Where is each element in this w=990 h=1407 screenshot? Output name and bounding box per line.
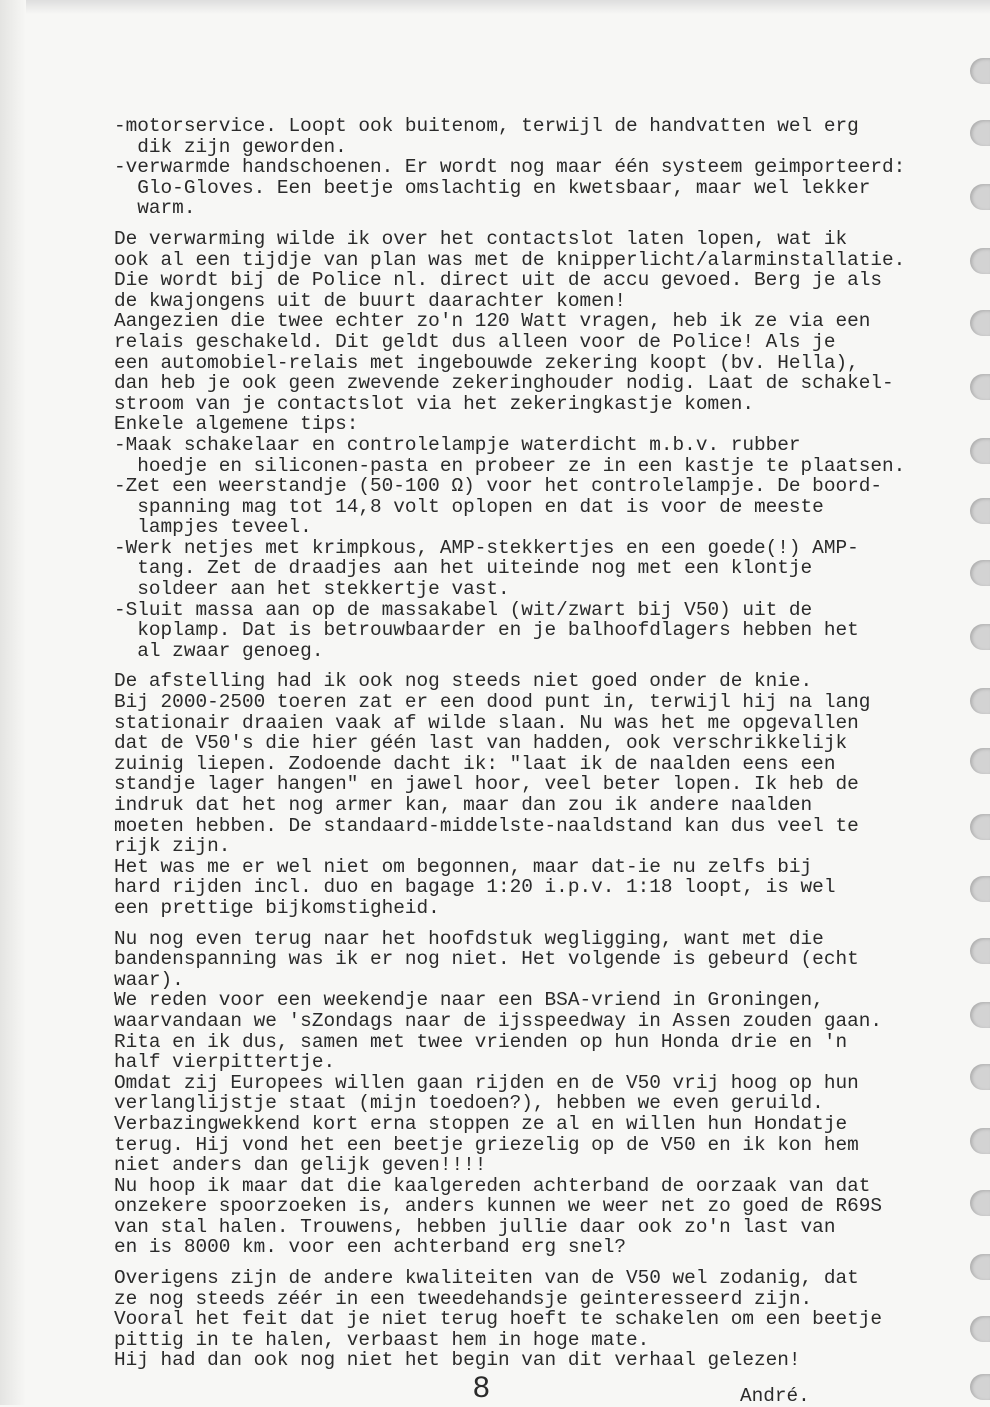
binder-hole bbox=[970, 120, 990, 146]
paragraph bbox=[114, 929, 974, 1259]
text-line: Nu nog even terug naar het hoofdstuk wegligging, want met die bbox=[114, 927, 824, 950]
text-line: spanning mag tot 14,8 volt oplopen en dat is voor de meeste bbox=[114, 495, 824, 518]
binder-hole bbox=[970, 688, 990, 714]
binder-hole bbox=[970, 498, 990, 524]
text-line: Enkele algemene tips: bbox=[114, 413, 359, 436]
text-line: We reden voor een weekendje naar een BSA-vriend in Groningen, bbox=[114, 989, 824, 1012]
text-line: -Werk netjes met krimpkous, AMP-stekkertjes en een goede(!) AMP- bbox=[114, 536, 859, 559]
text-line: lampjes teveel. bbox=[114, 516, 312, 539]
text-line: Rita en ik dus, samen met twee vrienden op hun Honda drie en 'n bbox=[114, 1030, 848, 1053]
binder-hole bbox=[970, 1254, 990, 1280]
binder-hole bbox=[970, 184, 990, 210]
text-line: een automobiel-relais met ingebouwde zekering koopt (bv. Hella), bbox=[114, 351, 859, 374]
text-line: de kwajongens uit de buurt daarachter komen! bbox=[114, 289, 626, 312]
binder-hole bbox=[970, 1128, 990, 1154]
text-line: -Zet een weerstandje (50-100 Ω) voor het controlelampje. De boord- bbox=[114, 475, 882, 498]
text-line: standje lager hangen" en jawel hoor, veel beter lopen. Ik heb de bbox=[114, 773, 859, 796]
text-line: -Sluit massa aan op de massakabel (wit/zwart bij V50) uit de bbox=[114, 598, 813, 621]
text-line: Omdat zij Europees willen gaan rijden en de V50 vrij hoog op hun bbox=[114, 1071, 859, 1094]
binder-hole bbox=[970, 1002, 990, 1028]
binder-hole bbox=[970, 1064, 990, 1090]
text-line: niet anders dan gelijk geven!!!! bbox=[114, 1154, 487, 1177]
article-body bbox=[114, 116, 974, 1371]
text-line: Glo-Gloves. Een beetje omslachtig en kwetsbaar, maar wel lekker bbox=[114, 176, 871, 199]
text-line: een prettige bijkomstigheid. bbox=[114, 896, 440, 919]
text-line: verlanglijstje staat (mijn toedoen?), hebben we even geruild. bbox=[114, 1092, 824, 1115]
binder-hole bbox=[970, 58, 990, 84]
binder-hole bbox=[970, 248, 990, 274]
text-line: dik zijn geworden. bbox=[114, 135, 347, 158]
binder-hole bbox=[970, 938, 990, 964]
text-line: indruk dat het nog armer kan, maar dan zou ik andere naalden bbox=[114, 794, 813, 816]
text-line: moeten hebben. De standaard-middelste-naaldstand kan dus veel te bbox=[114, 814, 859, 837]
binder-hole bbox=[970, 310, 990, 336]
text-line: hoedje en siliconen-pasta en probeer ze in een kastje te plaatsen. bbox=[114, 454, 906, 477]
binder-hole bbox=[970, 876, 990, 902]
text-line: Aangezien die twee echter zo'n 120 Watt vragen, heb ik ze via een bbox=[114, 310, 871, 333]
text-line: pittig in te halen, verbaast hem in hoge mate. bbox=[114, 1328, 650, 1351]
text-line: -motorservice. Loopt ook buitenom, terwijl de handvatten wel erg bbox=[114, 115, 859, 137]
text-line: dat de V50's die hier géén last van hadden, ook verschrikkelijk bbox=[114, 732, 848, 755]
text-line: warm. bbox=[114, 197, 196, 220]
text-line: rijk zijn. bbox=[114, 835, 231, 858]
text-line: stationair draaien vaak af wilde slaan. Nu was het me opgevallen bbox=[114, 711, 859, 734]
page-number: 8 bbox=[473, 1371, 490, 1404]
text-line: -Maak schakelaar en controlelampje waterdicht m.b.v. rubber bbox=[114, 433, 801, 456]
paragraph bbox=[114, 229, 974, 661]
paragraph bbox=[114, 1268, 974, 1371]
text-line: Het was me er wel niet om begonnen, maar dat-ie nu zelfs bij bbox=[114, 855, 813, 878]
text-line: waarvandaan we 'sZondags naar de ijsspeedway in Assen zouden gaan. bbox=[114, 1009, 882, 1032]
binder-hole bbox=[970, 1190, 990, 1216]
text-line: ze nog steeds zéér in een tweedehandsje geinteresseerd zijn. bbox=[114, 1287, 813, 1310]
binder-hole bbox=[970, 560, 990, 586]
text-line: van stal halen. Trouwens, hebben jullie daar ook zo'n last van bbox=[114, 1215, 836, 1238]
text-line: koplamp. Dat is betrouwbaarder en je balhoofdlagers hebben het bbox=[114, 619, 859, 642]
binder-hole bbox=[970, 814, 990, 840]
text-line: onzekere spoorzoeken is, anders kunnen we weer net zo goed de R69S bbox=[114, 1195, 882, 1218]
text-line: Overigens zijn de andere kwaliteiten van de V50 wel zodanig, dat bbox=[114, 1267, 859, 1290]
text-line: De afstelling had ik ook nog steeds niet goed onder de knie. bbox=[114, 670, 813, 693]
text-line: hard rijden incl. duo en bagage 1:20 i.p.v. 1:18 loopt, is wel bbox=[114, 876, 836, 899]
text-line: ook al een tijdje van plan was met de knipperlicht/alarminstallatie. bbox=[114, 248, 906, 271]
page-left-edge bbox=[0, 0, 26, 1405]
text-line: Nu hoop ik maar dat die kaalgereden achterband de oorzaak van dat bbox=[114, 1174, 871, 1197]
text-line: De verwarming wilde ik over het contactslot laten lopen, wat ik bbox=[114, 227, 848, 250]
binder-hole bbox=[970, 1316, 990, 1342]
text-line: zuinig liepen. Zodoende dacht ik: "laat ik de naalden eens een bbox=[114, 752, 836, 775]
binder-hole bbox=[970, 438, 990, 464]
text-line: -verwarmde handschoenen. Er wordt nog maar één systeem geimporteerd: bbox=[114, 156, 906, 179]
text-line: dan heb je ook geen zwevende zekeringhouder nodig. Laat de schakel- bbox=[114, 372, 894, 395]
binder-hole bbox=[970, 1374, 990, 1400]
text-line: terug. Hij vond het een beetje griezelig op de V50 en ik kon hem bbox=[114, 1133, 859, 1156]
text-line: Verbazingwekkend kort erna stoppen ze al en willen hun Hondatje bbox=[114, 1112, 848, 1135]
text-line: soldeer aan het stekkertje vast. bbox=[114, 578, 510, 601]
binder-hole bbox=[970, 748, 990, 774]
text-line: tang. Zet de draadjes aan het uiteinde nog met een klontje bbox=[114, 557, 813, 580]
text-line: relais geschakeld. Dit geldt dus alleen voor de Police! Als je bbox=[114, 330, 836, 353]
text-line: Die wordt bij de Police nl. direct uit de accu gevoed. Berg je als bbox=[114, 269, 882, 292]
page-top-edge bbox=[0, 0, 990, 14]
author-signature: André. bbox=[740, 1385, 810, 1407]
paragraph bbox=[114, 116, 974, 219]
text-line: en is 8000 km. voor een achterband erg snel? bbox=[114, 1236, 626, 1259]
text-line: waar). bbox=[114, 968, 184, 991]
binder-hole bbox=[970, 624, 990, 650]
text-line: Vooral het feit dat je niet terug hoeft te schakelen om een beetje bbox=[114, 1308, 882, 1331]
text-line: half vierpittertje. bbox=[114, 1051, 336, 1074]
binder-hole bbox=[970, 374, 990, 400]
paragraph bbox=[114, 671, 974, 918]
text-line: Hij had dan ook nog niet het begin van dit verhaal gelezen! bbox=[114, 1349, 801, 1372]
text-line: al zwaar genoeg. bbox=[114, 639, 324, 662]
text-line: bandenspanning was ik er nog niet. Het volgende is gebeurd (echt bbox=[114, 948, 859, 971]
text-line: Bij 2000-2500 toeren zat er een dood punt in, terwijl hij na lang bbox=[114, 691, 871, 714]
text-line: stroom van je contactslot via het zekeringkastje komen. bbox=[114, 392, 754, 415]
